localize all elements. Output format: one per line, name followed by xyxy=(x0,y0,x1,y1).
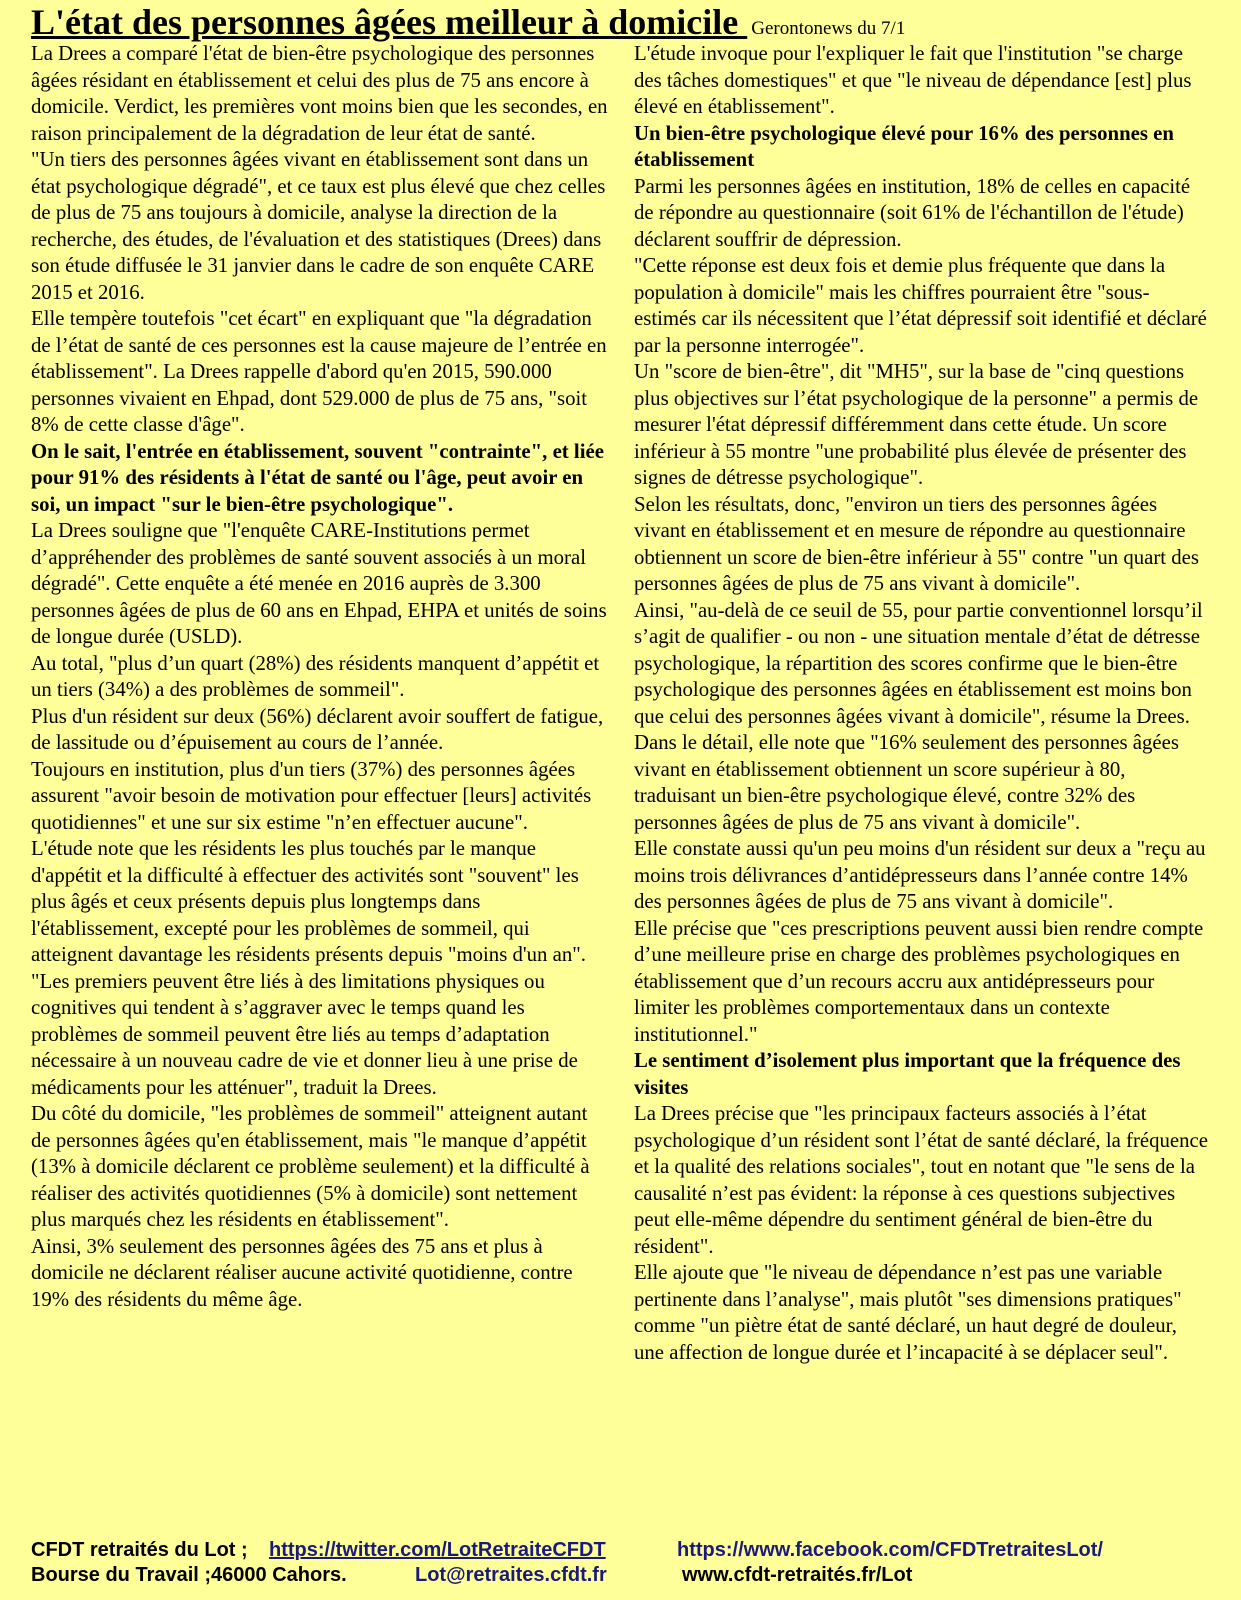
paragraph: Ainsi, 3% seulement des personnes âgées des 75 ans et plus à domicile ne déclarent réaliser aucune activité quotidienne, contre 19% des résidents du même âge. xyxy=(31,1234,573,1311)
left-column xyxy=(31,41,608,1313)
paragraph: Elle ajoute que "le niveau de dépendance n’est pas une variable pertinente dans l’analyse", mais plutôt "ses dimensions pratiques" comme "un piètre état de santé déclaré, un haut degré de douleur, une affection de longue durée et l’incapacité à se déplacer seul". xyxy=(634,1261,1182,1364)
paragraph: Elle précise que "ces prescriptions peuvent aussi bien rendre compte d’une meilleure prise en charge des problèmes psychologiques en établissement que d’un recours accru aux antidépresseurs pour limiter les problèmes comportementaux dans un contexte institutionnel." xyxy=(634,916,1204,1046)
footer xyxy=(31,1538,1211,1588)
paragraph: Plus d'un résident sur deux (56%) déclarent avoir souffert de fatigue, de lassitude ou d’épuisement au cours de l’année. xyxy=(31,704,604,754)
paragraph: Un "score de bien-être", dit "MH5", sur la base de "cinq questions plus objectives sur l’état psychologique de la personne" a permis de mesurer l'état dépressif différemment dans cette étude. Un score inférieur à 55 montre "une probabilité plus élevée de présenter des signes de détresse psychologique". xyxy=(634,360,1199,489)
footer-row-1 xyxy=(31,1538,1211,1563)
article-source: Gerontonews du 7/1 xyxy=(751,18,906,39)
paragraph: Ainsi, "au-delà de ce seuil de 55, pour partie conventionnel lorsqu’il s’agit de qualifier - ou non - une situation mentale d’état de détresse psychologique, la répartition des scores confirme que le bien-être psychologique des personnes âgées en établissement est moins bon que celui des personnes âgées vivant à domicile", résume la Drees. xyxy=(634,598,1203,728)
paragraph: Dans le détail, elle note que "16% seulement des personnes âgées vivant en établissement obtiennent un score supérieur à 80, traduisant un bien-être psychologique élevé, contre 32% des personnes âgées de plus de 75 ans vivant à domicile". xyxy=(634,731,1179,834)
facebook-link[interactable]: https://www.facebook.com/CFDTretraitesLot/ xyxy=(677,1539,1103,1561)
paragraph: Elle tempère toutefois "cet écart" en expliquant que "la dégradation de l’état de santé de ces personnes est la cause majeure de l’entrée en établissement". La Drees rappelle d'abord qu'en 2015, 590.000 personnes vivaient en Ehpad, dont 529.000 de plus de 75 ans, "soit 8% de cette classe d'âge". xyxy=(31,307,607,436)
paragraph: La Drees souligne que "l'enquête CARE-Institutions permet d’appréhender des problèmes de santé souvent associés à un moral dégradé". Cette enquête a été menée en 2016 auprès de 3.300 personnes âgées de plus de 60 ans en Ehpad, EHPA et unités de soins de longue durée (USLD). xyxy=(31,519,607,648)
paragraph: "Cette réponse est deux fois et demie plus fréquente que dans la population à domicile" mais les chiffres pourraient être "sous-estimés car ils nécessitent que l’état dépressif soit identifié et déclaré par la personne interrogée". xyxy=(634,254,1207,357)
paragraph: L'étude note que les résidents les plus touchés par le manque d'appétit et la difficulté à effectuer des activités sont "souvent" les plus âgés et ceux présents depuis plus longtemps dans l'établissement, excepté pour les problèmes de sommeil, qui atteignent davantage les résidents présents depuis "moins d'un an". xyxy=(31,837,586,966)
footer-row-2 xyxy=(31,1563,1211,1588)
article-title: L'état des personnes âgées meilleur à domicile xyxy=(31,2,748,42)
header xyxy=(31,0,1221,44)
paragraph: L'étude invoque pour l'expliquer le fait que l'institution "se charge des tâches domestiques" et que "le niveau de dépendance [est] plus élevé en établissement". xyxy=(634,42,1192,118)
section-heading: Un bien-être psychologique élevé pour 16% des personnes en établissement xyxy=(634,121,1174,171)
paragraph: Du côté du domicile, "les problèmes de sommeil" atteignent autant de personnes âgées qu'en établissement, mais "le manque d’appétit (13% à domicile déclarent ce problème seulement) et la difficulté à réaliser des activités quotidiennes (5% à domicile) sont nettement plus marqués chez les résidents en établissement". xyxy=(31,1102,590,1231)
twitter-link[interactable]: https://twitter.com/LotRetraiteCFDT xyxy=(269,1539,606,1561)
section-heading: Le sentiment d’isolement plus important que la fréquence des visites xyxy=(634,1049,1181,1099)
paragraph: Parmi les personnes âgées en institution, 18% de celles en capacité de répondre au questionnaire (soit 61% de l'échantillon de l'étude) déclarent souffrir de dépression. xyxy=(634,174,1191,251)
paragraph: Selon les résultats, donc, "environ un tiers des personnes âgées vivant en établissement et en mesure de répondre au questionnaire obtiennent un score de bien-être inférieur à 55" contre "un quart des personnes âgées de plus de 75 ans vivant à domicile". xyxy=(634,492,1199,595)
paragraph: Au total, "plus d’un quart (28%) des résidents manquent d’appétit et un tiers (34%) a des problèmes de sommeil". xyxy=(31,651,600,701)
footer-org: CFDT retraités du Lot ; xyxy=(31,1539,248,1561)
paragraph: La Drees précise que "les principaux facteurs associés à l’état psychologique d’un résident sont l’état de santé déclaré, la fréquence et la qualité des relations sociales", tout en notant que "le sens de la causalité n’est pas évident: la réponse à ces questions subjectives peut elle-même dépendre du sentiment général de bien-être du résident". xyxy=(634,1102,1208,1258)
paragraph: "Les premiers peuvent être liés à des limitations physiques ou cognitives qui tendent à s’aggraver avec le temps quand les problèmes de sommeil peuvent être liés au temps d’adaptation nécessaire à un nouveau cadre de vie et donner lieu à une prise de médicaments pour les atténuer", traduit la Drees. xyxy=(31,969,578,1099)
paragraph: "Un tiers des personnes âgées vivant en établissement sont dans un état psychologique dégradé", et ce taux est plus élevé que chez celles de plus de 75 ans toujours à domicile, analyse la direction de la recherche, des études, de l'évaluation et des statistiques (Drees) dans son étude diffusée le 31 janvier dans le cadre de son enquête CARE 2015 et 2016. xyxy=(31,148,606,304)
email-link[interactable]: Lot@retraites.cfdt.fr xyxy=(415,1564,607,1586)
right-column xyxy=(634,41,1210,1366)
paragraph: Toujours en institution, plus d'un tiers (37%) des personnes âgées assurent "avoir besoin de motivation pour effectuer [leurs] activités quotidiennes" et une sur six estime "n’en effectuer aucune". xyxy=(31,757,592,834)
paragraph: Elle constate aussi qu'un peu moins d'un résident sur deux a "reçu au moins trois délivrances d’antidépresseurs dans l’année contre 14% des personnes âgées de plus de 75 ans vivant à domicile". xyxy=(634,837,1206,913)
footer-address: Bourse du Travail ;46000 Cahors. xyxy=(31,1564,347,1586)
paragraph: La Drees a comparé l'état de bien-être psychologique des personnes âgées résidant en établissement et celui des plus de 75 ans encore à domicile. Verdict, les premières vont moins bien que les secondes, en raison principalement de la dégradation de leur état de santé. xyxy=(31,42,608,145)
section-heading: On le sait, l'entrée en établissement, souvent "contrainte", et liée pour 91% des résidents à l'état de santé ou l'âge, peut avoir en soi, un impact "sur le bien-être psychologique". xyxy=(31,439,604,516)
website-text: www.cfdt-retraités.fr/Lot xyxy=(682,1564,913,1586)
